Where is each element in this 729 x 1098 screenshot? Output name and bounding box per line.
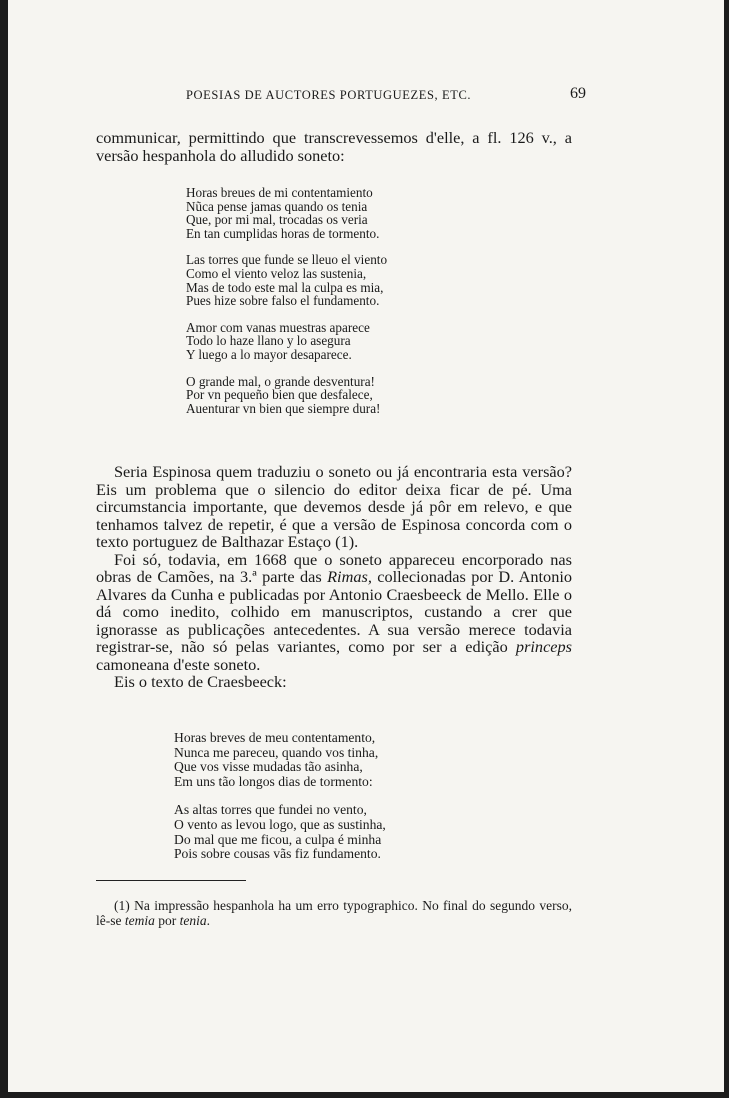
stanza	[186, 321, 387, 362]
verse-line: Las torres que funde se lleuo el viento	[186, 252, 388, 268]
text-run: camoneana d'este soneto.	[96, 654, 261, 674]
book-page	[8, 0, 724, 1092]
paragraph-craesbeeck-edition	[96, 551, 572, 674]
main-text	[96, 463, 572, 691]
footnote	[96, 898, 572, 928]
verse-line: Horas breues de mi contentamiento	[186, 185, 373, 200]
verse-line: Horas breves de meu contentamento,	[174, 730, 376, 745]
verse-line: Como el viento veloz las sustenia,	[186, 265, 367, 281]
verse-line: En tan cumplidas horas de tormento.	[186, 225, 380, 241]
verse-line: Todo lo haze llano y lo asegura	[186, 333, 351, 349]
text-run: .	[206, 913, 210, 928]
spanish-sonnet	[186, 186, 387, 428]
running-title: POESIAS DE AUCTORES PORTUGUEZES, ETC.	[186, 88, 472, 102]
text-run: collecionadas por D. Antonio Alvares da Cunha e publicadas por Antonio Craesbeeck de Mello. Elle o dá como inedito, colhido em manuscriptos, custando a crer que ignorasse as publicações antecedentes. A sua versão merece todavia registrar-se, não só pelas variantes, como por ser a edição	[96, 567, 572, 656]
page-number: 69	[570, 85, 586, 102]
verse-line: O grande mal, o grande desventura!	[186, 373, 375, 389]
verse-line: O vento as levou logo, que as sustinha,	[174, 816, 386, 832]
verse-line: Pois sobre cousas vãs fiz fundamento.	[174, 846, 381, 862]
footnote-text	[96, 898, 572, 928]
verse-line: As altas torres que fundei no vento,	[174, 802, 367, 818]
stanza	[186, 375, 387, 416]
verse-line: Nũca pense jamas quando os tenia	[186, 198, 368, 214]
verse-line: Do mal que me ficou, a culpa é minha	[174, 831, 382, 847]
intro-paragraph: communicar, permittindo que transcrevessemos d'elle, a fl. 126 v., a versão hespanhola do alludido soneto:	[96, 128, 572, 165]
verse-line: Nunca me pareceu, quando vos tinha,	[174, 744, 379, 760]
paragraph-lead-in: Eis o texto de Craesbeeck:	[114, 672, 287, 691]
verse-line: Que, por mi mal, trocadas os veria	[186, 212, 368, 228]
verse-line: Que vos visse mudadas tão asinha,	[174, 759, 363, 775]
verse-line: Mas de todo este mal la culpa es mia,	[186, 279, 384, 295]
stanza	[174, 731, 386, 789]
verse-line: Auenturar vn bien que siempre dura!	[186, 400, 381, 416]
italic-temia: temia	[124, 913, 155, 928]
text-run: (1) Na impressão hespanhola ha um erro typographico. No final do segundo verso, lê-se	[96, 898, 572, 928]
italic-princeps: princeps	[515, 637, 572, 656]
text-run: Foi só, todavia, em 1668 que o soneto appareceu encorporado nas obras de Camões, na 3.ª parte das	[96, 549, 572, 586]
verse-line: Pues hize sobre falso el fundamento.	[186, 293, 380, 309]
paragraph-espinosa: Seria Espinosa quem traduziu o soneto ou já encontraria esta versão? Eis um problema que o silencio do editor deixa ficar de pé. Uma circumstancia importante, que devemos desde já pôr em relevo, e que tenhamos talvez de repetir, é que a versão de Espinosa concorda com o texto portuguez de Balthazar Estaço (1).	[96, 462, 572, 551]
footnote-divider	[96, 880, 246, 881]
stanza	[186, 186, 387, 240]
stanza	[186, 253, 387, 307]
verse-line: Amor com vanas muestras aparece	[186, 319, 370, 335]
verse-line: Y luego a lo mayor desaparece.	[186, 346, 352, 362]
verse-line: Por vn pequeño bien que desfalece,	[186, 387, 373, 403]
italic-tenia: tenia	[179, 913, 207, 928]
stanza	[174, 803, 386, 861]
text-run: por	[154, 913, 180, 928]
italic-rimas: Rimas,	[327, 567, 372, 586]
verse-line: Em uns tão longos dias de tormento:	[174, 773, 373, 789]
portuguese-sonnet	[174, 731, 386, 876]
running-header	[186, 85, 586, 103]
intro-text	[96, 129, 572, 164]
